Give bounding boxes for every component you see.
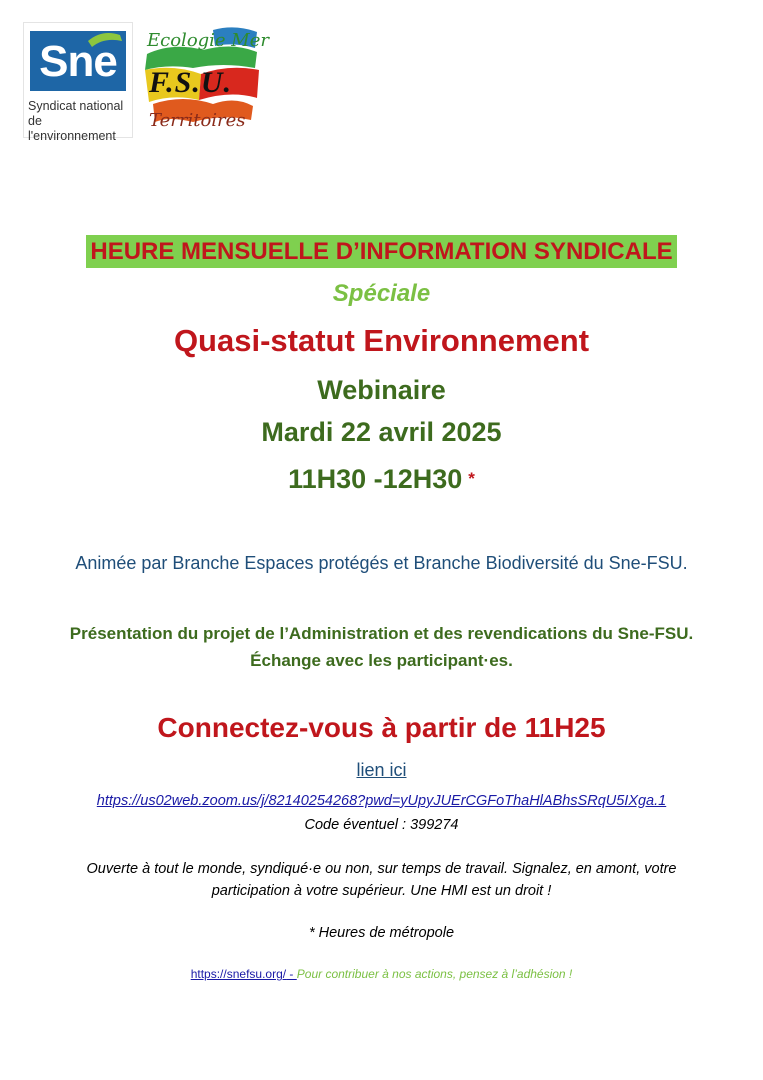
fsu-logo — [143, 24, 269, 138]
connect-heading: Connectez-vous à partir de 11H25 — [157, 712, 606, 743]
event-date: Mardi 22 avril 2025 — [261, 417, 502, 447]
zoom-url-link[interactable]: https://us02web.zoom.us/j/82140254268?pwd=yUpyJUErCGFoThaHlABhsSRqU5IXga.1 — [96, 793, 667, 809]
timezone-note: * Heures de métropole — [308, 925, 455, 941]
open-to-all-line-1: Ouverte à tout le monde, syndiqué·e ou non, sur temps de travail. Signalez, en amont, votre — [86, 861, 677, 877]
event-time — [0, 464, 763, 495]
topic-title: Quasi-statut Environnement — [173, 323, 590, 358]
time-footnote-marker: * — [468, 469, 475, 488]
event-time-text: 11H30 -12H30 — [288, 464, 463, 494]
meeting-code: Code éventuel : 399274 — [304, 817, 459, 833]
hmi-title — [0, 238, 763, 266]
hosted-by-text: Animée par Branche Espaces protégés et Branche Biodiversité du Sne-FSU. — [75, 553, 688, 573]
footer-separator: - — [286, 967, 297, 981]
fsu-logo-title: F.S.U. — [149, 66, 232, 99]
sne-logo — [23, 22, 133, 143]
open-to-all-text — [0, 858, 763, 902]
open-to-all-line-2: participation à votre supérieur. Une HMI est un droit ! — [211, 883, 552, 899]
meeting-link[interactable]: lien ici — [356, 760, 407, 780]
footer — [0, 967, 763, 981]
fsu-logo-bottom-text: Territoires — [149, 110, 246, 131]
sne-logo-text: Sne — [39, 37, 117, 86]
speciale-label: Spéciale — [332, 280, 431, 307]
presentation-line-2: Échange avec les participant·es. — [250, 651, 513, 670]
meeting-link-row — [0, 760, 763, 781]
footer-adhesion-text: Pour contribuer à nos actions, pensez à l’adhésion ! — [296, 967, 573, 981]
footer-site-link[interactable]: https://snefsu.org/ — [190, 967, 287, 981]
fsu-logo-top-text: Ecologie Mer — [147, 30, 269, 51]
hmi-title-text: HEURE MENSUELLE D’INFORMATION SYNDICALE — [86, 235, 676, 268]
presentation-line-1: Présentation du projet de l’Administration et des revendications du Sne-FSU. — [69, 624, 694, 643]
sne-logo-mark — [30, 31, 126, 91]
format-label: Webinaire — [317, 375, 446, 405]
sne-logo-subtitle: Syndicat national de l'environnement — [28, 99, 124, 143]
presentation-text — [0, 620, 763, 674]
